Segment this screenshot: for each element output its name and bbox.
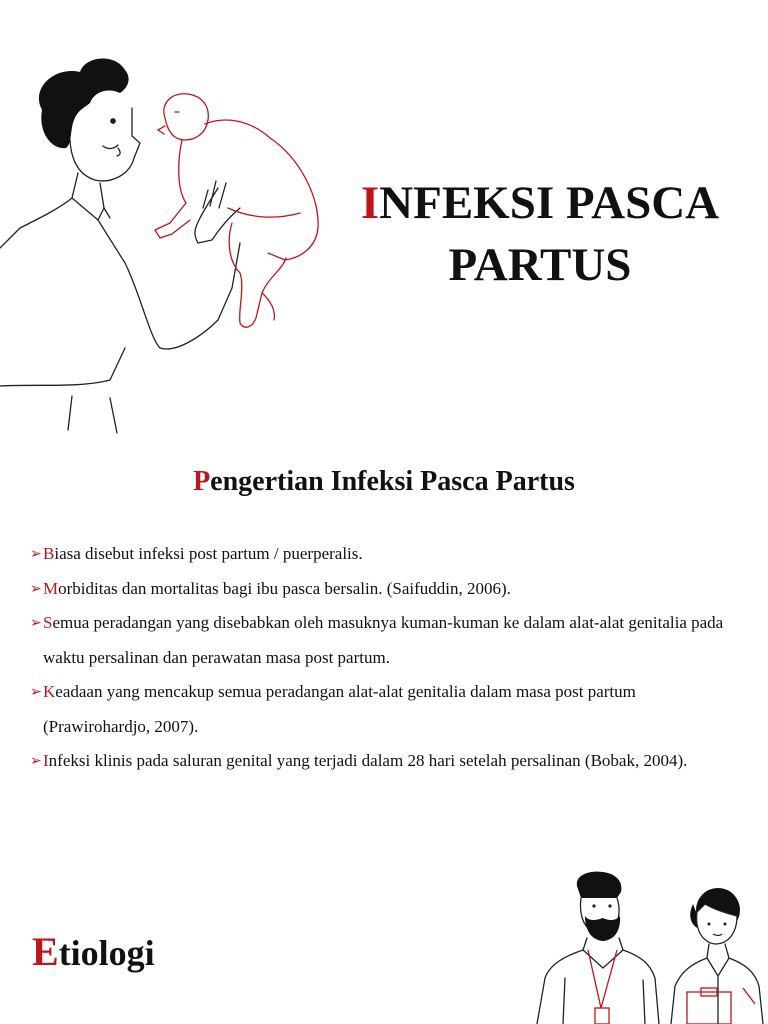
doctor-and-nurse-illustration bbox=[525, 868, 768, 1024]
section-title bbox=[0, 466, 768, 498]
arrowhead-icon: ➢ bbox=[30, 546, 42, 562]
bullet-first-letter: I bbox=[43, 751, 49, 770]
title-first-letter: I bbox=[360, 177, 380, 229]
definition-list bbox=[30, 537, 740, 779]
bullet-text: emua peradangan yang disebabkan oleh masuknya kuman-kuman ke dalam alat-alat genitalia pada waktu persalinan dan perawatan masa post partum. bbox=[43, 613, 724, 667]
bullet-first-letter: K bbox=[43, 682, 56, 701]
list-item bbox=[30, 606, 740, 675]
bullet-first-letter: B bbox=[43, 544, 55, 563]
bullet-text: orbiditas dan mortalitas bagi ibu pasca bersalin. (Saifuddin, 2006). bbox=[58, 578, 511, 598]
list-item bbox=[30, 537, 740, 572]
etiologi-rest: tiologi bbox=[58, 933, 155, 973]
list-item bbox=[30, 572, 740, 607]
list-item bbox=[30, 675, 740, 744]
bullet-first-letter: M bbox=[43, 578, 59, 598]
bullet-first-letter: S bbox=[43, 613, 53, 632]
bullet-text: nfeksi klinis pada saluran genital yang terjadi dalam 28 hari setelah persalinan (Bobak, 2004). bbox=[48, 751, 688, 770]
bullet-text: iasa disebut infeksi post partum / puerperalis. bbox=[54, 544, 363, 563]
etiologi-first-letter: E bbox=[32, 929, 59, 974]
etiologi-heading bbox=[32, 928, 155, 975]
list-item bbox=[30, 744, 740, 779]
arrowhead-icon: ➢ bbox=[30, 580, 42, 597]
bullet-text: eadaan yang mencakup semua peradangan alat-alat genitalia dalam masa post partum (Prawirohardjo, 2007). bbox=[43, 682, 636, 736]
page-title bbox=[330, 172, 750, 296]
arrowhead-icon: ➢ bbox=[30, 684, 42, 700]
father-holding-baby-illustration bbox=[0, 48, 330, 438]
arrowhead-icon: ➢ bbox=[30, 753, 42, 769]
title-rest: NFEKSI PASCA PARTUS bbox=[379, 177, 720, 291]
section-rest: engertian Infeksi Pasca Partus bbox=[210, 466, 575, 497]
section-first-letter: P bbox=[193, 466, 211, 497]
arrowhead-icon: ➢ bbox=[30, 615, 42, 631]
